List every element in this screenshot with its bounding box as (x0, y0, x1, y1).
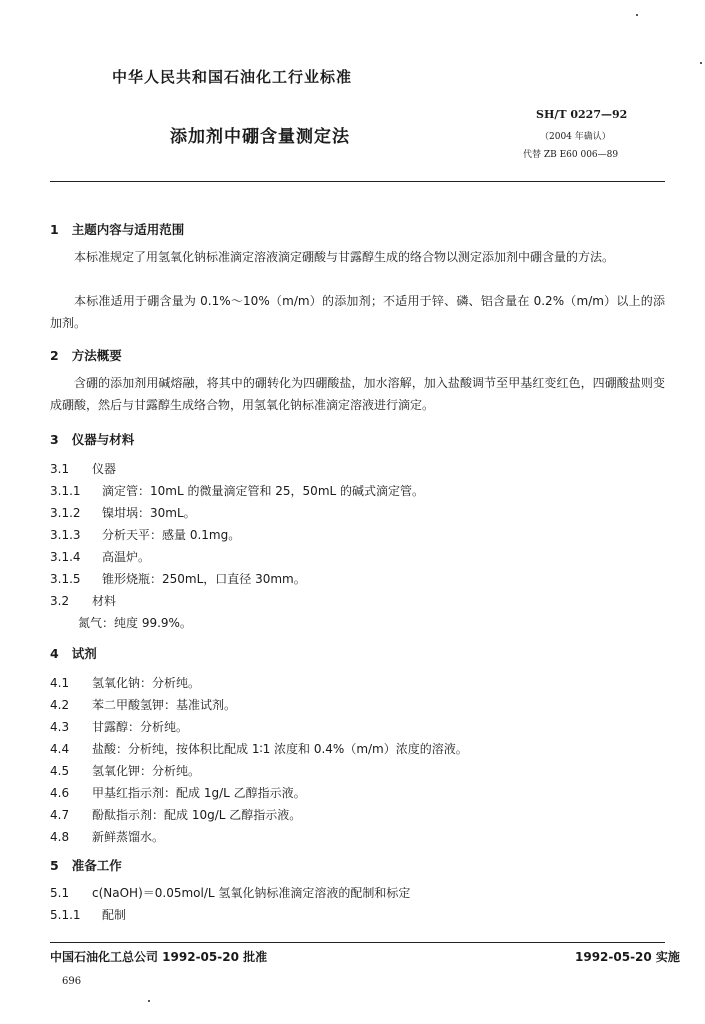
clause-4-8 (50, 826, 164, 848)
paragraph: 本标准规定了用氢氧化钠标准滴定溶液滴定硼酸与甘露醇生成的络合物以测定添加剂中硼含量的方法。 (74, 250, 615, 264)
replaces-note: 代替 ZB E60 006—89 (523, 150, 619, 160)
clause-5-1-1 (50, 904, 126, 926)
clause-text: 配制 (102, 908, 127, 922)
standard-number: SH/T 0227—92 (536, 108, 628, 121)
clause-number: 4.7 (50, 808, 70, 822)
clause-3-2 (50, 590, 116, 612)
clause-text: c(NaOH)＝0.05mol/L 氢氧化钠标准滴定溶液的配制和标定 (92, 886, 411, 900)
section-number: 5 (50, 858, 59, 873)
clause-number: 4.1 (50, 676, 70, 690)
clause-3-1-2 (50, 502, 196, 524)
clause-number: 4.4 (50, 742, 70, 756)
clause-number: 3.1 (50, 462, 70, 476)
clause-text: 甘露醇：分析纯。 (92, 720, 189, 734)
clause-4-2 (50, 694, 236, 716)
clause-text: 氮气：纯度 99.9%。 (78, 616, 192, 630)
clause-3-1-4 (50, 546, 150, 568)
section-2-heading (50, 346, 122, 364)
org-title: 中华人民共和国石油化工行业标准 (112, 68, 353, 86)
paragraph: 本标准适用于硼含量为 0.1%～10%（m/m）的添加剂；不适用于锌、磷、铝含量在 0.2%（m/m）以上的添加剂。 (50, 294, 665, 330)
confirmation-note: （2004 年确认） (540, 132, 611, 142)
clause-text: 高温炉。 (102, 550, 151, 564)
clause-number: 4.5 (50, 764, 70, 778)
section-5-heading (50, 856, 122, 874)
paragraph: 含硼的添加剂用碱熔融，将其中的硼转化为四硼酸盐，加水溶解，加入盐酸调节至甲基红变红色，四硼酸盐则变成硼酸，然后与甘露醇生成络合物，用氢氧化钠标准滴定溶液进行滴定。 (50, 376, 665, 412)
clause-4-4 (50, 738, 468, 760)
clause-text: 盐酸：分析纯，按体积比配成 1∶1 浓度和 0.4%（m/m）浓度的溶液。 (92, 742, 468, 756)
clause-4-3 (50, 716, 188, 738)
clause-number: 3.1.3 (50, 528, 81, 542)
clause-4-6 (50, 782, 306, 804)
clause-3-1-3 (50, 524, 240, 546)
clause-3-1 (50, 458, 116, 480)
section-title: 仪器与材料 (71, 432, 135, 447)
implementation-line: 1992-05-20 实施 (575, 950, 680, 964)
clause-text: 氢氧化钠：分析纯。 (92, 676, 201, 690)
clause-text: 锥形烧瓶：250mL，口直径 30mm。 (102, 572, 306, 586)
section-4-heading (50, 644, 97, 662)
clause-5-1 (50, 882, 410, 904)
section-1-heading (50, 220, 184, 238)
clause-text: 分析天平：感量 0.1mg。 (102, 528, 241, 542)
section-number: 1 (50, 222, 59, 237)
section-title: 方法概要 (71, 348, 122, 363)
clause-number: 3.1.4 (50, 550, 81, 564)
header-rule (50, 181, 665, 182)
clause-text: 镍坩埚：30mL。 (102, 506, 196, 520)
clause-text: 甲基红指示剂：配成 1g/L 乙醇指示液。 (92, 786, 306, 800)
scan-speck (636, 14, 638, 16)
clause-number: 4.2 (50, 698, 70, 712)
section-3-heading (50, 430, 134, 448)
section-title: 试剂 (71, 646, 97, 661)
clause-number: 3.1.2 (50, 506, 81, 520)
clause-3-2-body (78, 612, 192, 634)
clause-text: 氢氧化钾：分析纯。 (92, 764, 201, 778)
clause-text: 材料 (92, 594, 117, 608)
clause-text: 新鲜蒸馏水。 (92, 830, 165, 844)
clause-number: 4.8 (50, 830, 70, 844)
scan-speck (148, 1000, 150, 1002)
doc-title: 添加剂中硼含量测定法 (170, 127, 350, 147)
clause-4-1 (50, 672, 200, 694)
clause-text: 仪器 (92, 462, 117, 476)
clause-4-5 (50, 760, 200, 782)
clause-4-7 (50, 804, 301, 826)
clause-number: 4.3 (50, 720, 70, 734)
clause-number: 3.2 (50, 594, 70, 608)
clause-number: 5.1.1 (50, 908, 81, 922)
scan-speck (700, 62, 702, 64)
section-number: 2 (50, 348, 59, 363)
section-number: 4 (50, 646, 59, 661)
footer-rule (50, 942, 665, 943)
clause-text: 苯二甲酸氢钾：基准试剂。 (92, 698, 237, 712)
clause-3-1-1 (50, 480, 424, 502)
clause-number: 3.1.5 (50, 572, 81, 586)
page-number: 696 (62, 976, 82, 987)
section-number: 3 (50, 432, 59, 447)
clause-text: 滴定管：10mL 的微量滴定管和 25，50mL 的碱式滴定管。 (102, 484, 425, 498)
section-title: 主题内容与适用范围 (71, 222, 185, 237)
approval-line: 中国石油化工总公司 1992-05-20 批准 (50, 950, 268, 964)
clause-text: 酚酞指示剂：配成 10g/L 乙醇指示液。 (92, 808, 302, 822)
clause-number: 4.6 (50, 786, 70, 800)
clause-3-1-5 (50, 568, 306, 590)
clause-number: 3.1.1 (50, 484, 81, 498)
section-title: 准备工作 (71, 858, 122, 873)
clause-number: 5.1 (50, 886, 70, 900)
